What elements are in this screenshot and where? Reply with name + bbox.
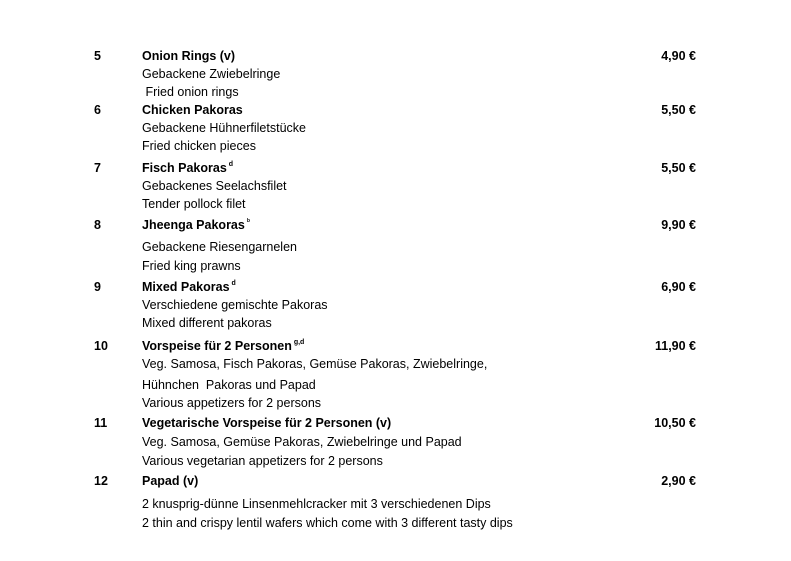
item-number: 12 xyxy=(94,474,108,488)
item-description-line: Gebackene Riesengarnelen xyxy=(142,240,297,254)
item-title xyxy=(142,47,235,65)
allergen-superscript: d xyxy=(231,280,236,287)
item-description-line: Fried onion rings xyxy=(142,85,239,99)
item-description-line: Tender pollock filet xyxy=(142,197,246,211)
item-title-text: Vegetarische Vorspeise für 2 Personen (v) xyxy=(142,416,392,430)
allergen-superscript: g,d xyxy=(293,339,305,346)
item-number: 9 xyxy=(94,280,101,294)
item-description-line: Hühnchen Pakoras und Papad xyxy=(142,378,316,392)
item-title xyxy=(142,101,243,119)
item-title-text: Vorspeise für 2 Personen xyxy=(142,339,292,353)
item-price: 2,90 € xyxy=(661,474,696,488)
item-description-line: Fried chicken pieces xyxy=(142,139,256,153)
item-description-line: 2 thin and crispy lentil wafers which come with 3 different tasty dips xyxy=(142,516,513,530)
item-number: 8 xyxy=(94,218,101,232)
item-description-line: Fried king prawns xyxy=(142,259,241,273)
item-price: 6,90 € xyxy=(661,280,696,294)
item-price: 10,50 € xyxy=(654,416,696,430)
item-number: 5 xyxy=(94,49,101,63)
allergen-superscript: d xyxy=(228,161,234,168)
item-title-text: Jheenga Pakoras xyxy=(142,218,245,232)
item-title-text: Chicken Pakoras xyxy=(142,103,243,117)
item-description-line: Gebackenes Seelachsfilet xyxy=(142,179,287,193)
item-title xyxy=(142,414,391,432)
item-title-text: Mixed Pakoras xyxy=(142,280,230,294)
item-title-text: Fisch Pakoras xyxy=(142,161,227,175)
item-description-line: Veg. Samosa, Gemüse Pakoras, Zwiebelringe und Papad xyxy=(142,435,462,449)
item-price: 4,90 € xyxy=(661,49,696,63)
item-price: 5,50 € xyxy=(661,103,696,117)
item-description-line: Verschiedene gemischte Pakoras xyxy=(142,298,328,312)
item-description-line: 2 knusprig-dünne Linsenmehlcracker mit 3 verschiedenen Dips xyxy=(142,497,491,511)
item-number: 6 xyxy=(94,103,101,117)
item-number: 11 xyxy=(94,416,108,430)
item-price: 5,50 € xyxy=(661,161,696,175)
item-number: 10 xyxy=(94,339,108,353)
item-price: 9,90 € xyxy=(661,218,696,232)
item-description-line: Various vegetarian appetizers for 2 persons xyxy=(142,454,383,468)
item-description-line: Mixed different pakoras xyxy=(142,316,272,330)
item-title-text: Onion Rings (v) xyxy=(142,49,236,63)
item-description-line: Gebackene Zwiebelringe xyxy=(142,67,281,81)
item-title xyxy=(142,472,198,490)
item-price: 11,90 € xyxy=(654,339,696,353)
item-title xyxy=(142,216,250,237)
item-description-line: Veg. Samosa, Fisch Pakoras, Gemüse Pakoras, Zwiebelringe, xyxy=(142,357,488,371)
item-title-text: Papad (v) xyxy=(142,474,199,488)
item-description-line: Various appetizers for 2 persons xyxy=(142,396,322,410)
item-description-line: Gebackene Hühnerfiletstücke xyxy=(142,121,306,135)
item-number: 7 xyxy=(94,161,101,175)
allergen-superscript: b xyxy=(246,218,250,224)
